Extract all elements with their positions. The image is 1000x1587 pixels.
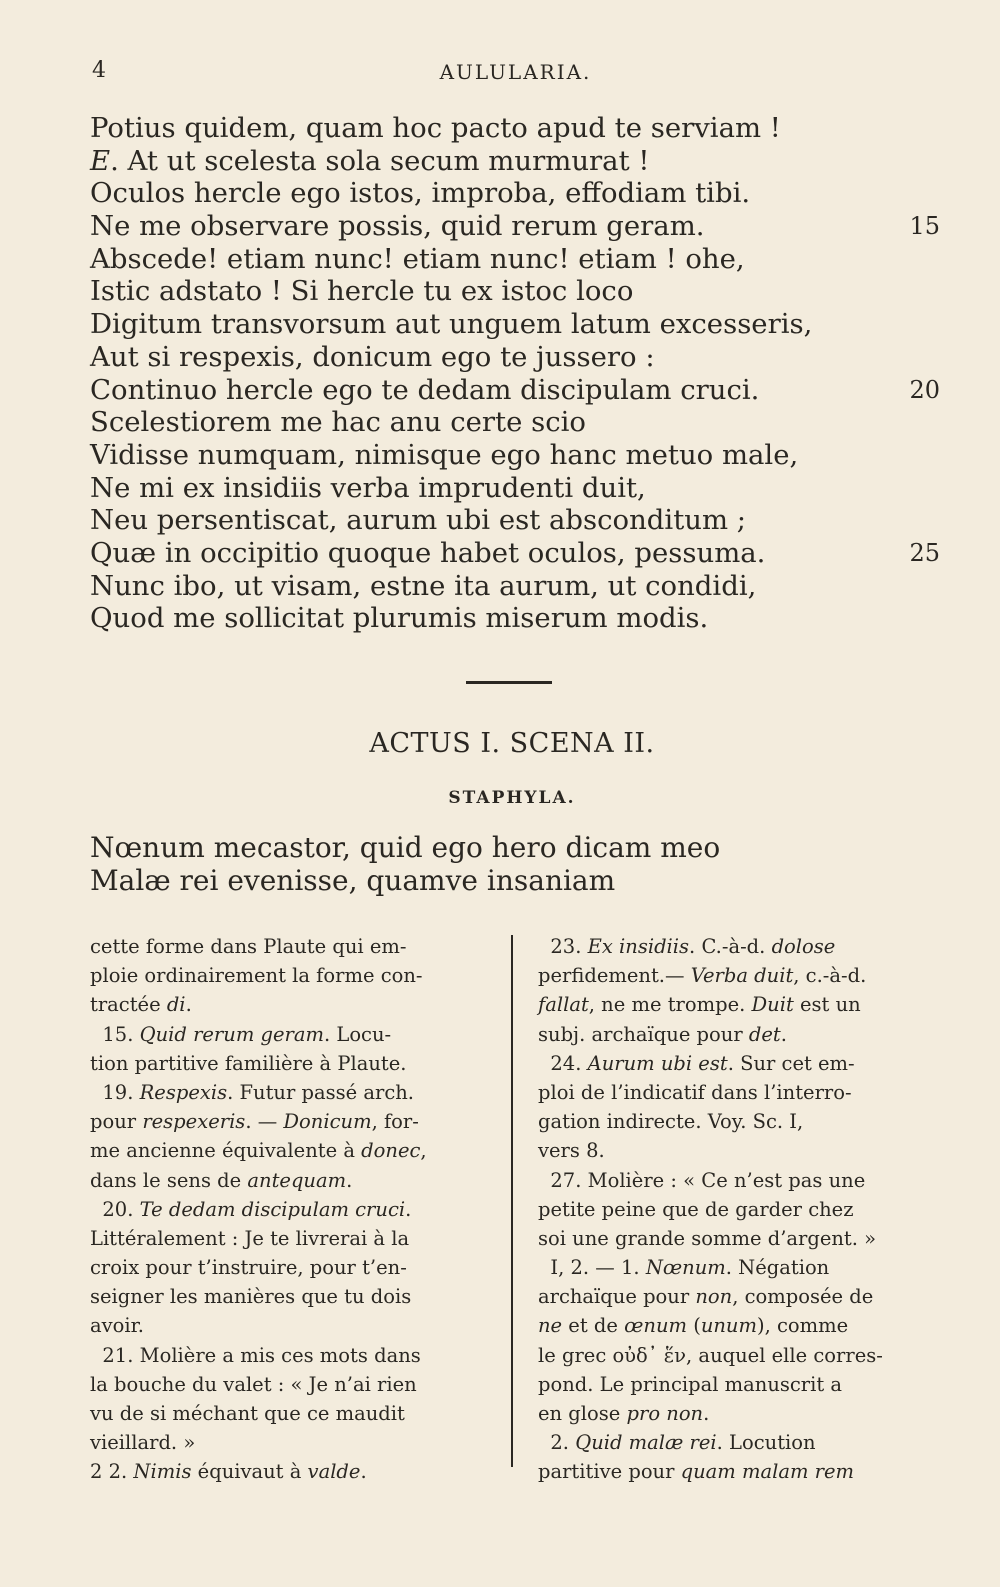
act-scene-title: ACTUS I. SCENA II.: [369, 728, 655, 759]
verse-line: [90, 243, 940, 276]
verse-text: Vidisse numquam, nimisque ego hanc metuo male,: [90, 438, 799, 471]
running-title: AULULARIA.: [439, 60, 592, 84]
footnote-line: partitive pour quam malam rem: [538, 1460, 855, 1484]
footnote-line: tion partitive familière à Plaute.: [90, 1051, 407, 1075]
footnote-line: pond. Le principal manuscrit a: [538, 1372, 843, 1396]
footnote-line: 20. Te dedam discipulam cruci.: [90, 1197, 412, 1221]
verse-line: [90, 145, 940, 178]
verse-line: [90, 112, 940, 145]
verse-block: [90, 112, 940, 635]
footnote-line: archaïque pour non, composée de: [538, 1285, 874, 1309]
line-number: 25: [909, 538, 940, 567]
footnote-line: 27. Molière : « Ce n’est pas une: [538, 1168, 866, 1192]
footnote-line: seigner les manières que tu dois: [90, 1285, 412, 1309]
footnote-line: petite peine que de garder chez: [538, 1197, 854, 1221]
footnote-line: 21. Molière a mis ces mots dans: [90, 1343, 421, 1367]
footnote-line: soi une grande somme d’argent. »: [538, 1226, 877, 1250]
verse-text: Istic adstato ! Si hercle tu ex istoc loco: [90, 275, 634, 308]
footnotes-right-column: [538, 932, 938, 1487]
verse-line: [90, 406, 940, 439]
verse-text: Digitum transvorsum aut unguem latum excesseris,: [90, 308, 813, 341]
footnote-line: subj. archaïque pour det.: [538, 1022, 787, 1046]
line-number: 15: [909, 212, 940, 241]
footnote-line: pour respexeris. — Donicum, for-: [90, 1110, 419, 1134]
verse-text: Neu persentiscat, aurum ubi est absconditum ;: [90, 504, 747, 537]
verse-line: [90, 602, 940, 635]
footnote-line: croix pour t’instruire, pour t’en-: [90, 1256, 407, 1280]
footnote-line: 23. Ex insidiis. C.-à-d. dolose: [538, 935, 836, 958]
verse-line: [90, 537, 940, 570]
verse-text: Quæ in occipitio quoque habet oculos, pessuma.: [90, 536, 766, 569]
verse-line: [90, 504, 940, 537]
verse-line: [90, 439, 940, 472]
verse-line: [90, 275, 940, 308]
scene-verse-line: Malæ rei evenisse, quamve insaniam: [90, 864, 616, 897]
verse-text: Aut si respexis, donicum ego te jussero :: [90, 340, 655, 373]
footnote-line: gation indirecte. Voy. Sc. I,: [538, 1110, 804, 1134]
footnote-line: 19. Respexis. Futur passé arch.: [90, 1080, 414, 1104]
scene-verse-line: Nœnum mecastor, quid ego hero dicam meo: [90, 831, 721, 864]
verse-text: Oculos hercle ego istos, improba, effodiam tibi.: [90, 177, 751, 210]
scene-verse-block: [90, 831, 940, 897]
verse-text: Nunc ibo, ut visam, estne ita aurum, ut condidi,: [90, 569, 757, 602]
footnote-line: 15. Quid rerum geram. Locu-: [90, 1022, 392, 1046]
footnotes-left-column: [90, 932, 490, 1487]
footnote-line: le grec οὐδ᾽ ἕν, auquel elle corres-: [538, 1343, 883, 1367]
footnote-line: fallat, ne me trompe. Duit est un: [538, 993, 861, 1017]
verse-text: Ne mi ex insidiis verba imprudenti duit,: [90, 471, 646, 504]
footnote-line: 2 2. Nimis équivaut à valde.: [90, 1460, 367, 1484]
footnote-line: en glose pro non.: [538, 1402, 710, 1425]
verse-line: [90, 308, 940, 341]
footnote-line: 24. Aurum ubi est. Sur cet em-: [538, 1051, 855, 1075]
footnote-line: ploi de l’indicatif dans l’interro-: [538, 1080, 852, 1104]
footnote-line: 2. Quid malæ rei. Locution: [538, 1431, 816, 1455]
footnote-line: perfidement.— Verba duit, c.-à-d.: [538, 964, 867, 988]
column-divider: [511, 935, 513, 1467]
verse-text: Ne me observare possis, quid rerum geram.: [90, 210, 705, 243]
verse-text: E. At ut scelesta sola secum murmurat !: [90, 144, 650, 177]
verse-text: Potius quidem, quam hoc pacto apud te serviam !: [90, 112, 781, 144]
verse-text: Abscede! etiam nunc! etiam nunc! etiam ! ohe,: [90, 242, 745, 275]
footnote-line: cette forme dans Plaute qui em-: [90, 935, 407, 958]
verse-line: [90, 374, 940, 407]
footnote-line: tractée di.: [90, 993, 192, 1017]
footnote-line: me ancienne équivalente à donec,: [90, 1139, 427, 1163]
footnote-line: la bouche du valet : « Je n’ai rien: [90, 1372, 417, 1396]
footnote-line: avoir.: [90, 1314, 144, 1338]
footnote-line: ne et de œnum (unum), comme: [538, 1314, 849, 1338]
page-number: 4: [92, 58, 106, 83]
footnote-line: Littéralement : Je te livrerai à la: [90, 1226, 410, 1250]
section-rule: [466, 681, 552, 684]
footnote-line: vers 8.: [538, 1139, 605, 1163]
footnote-line: dans le sens de antequam.: [90, 1168, 353, 1192]
verse-text: Continuo hercle ego te dedam discipulam cruci.: [90, 373, 760, 406]
verse-line: [90, 570, 940, 603]
verse-text: Scelestiorem me hac anu certe scio: [90, 406, 586, 439]
page-header: [88, 58, 943, 88]
footnote-line: ploie ordinairement la forme con-: [90, 964, 423, 988]
verse-line: [90, 341, 940, 374]
line-number: 20: [909, 375, 940, 404]
verse-line: [90, 472, 940, 505]
character-name: STAPHYLA.: [448, 788, 576, 808]
verse-line: [90, 210, 940, 243]
verse-text: Quod me sollicitat plurumis miserum modis.: [90, 602, 709, 635]
footnote-line: vieillard. »: [90, 1431, 196, 1455]
footnote-line: I, 2. — 1. Nœnum. Négation: [538, 1256, 830, 1280]
verse-line: [90, 177, 940, 210]
footnote-line: vu de si méchant que ce maudit: [90, 1402, 405, 1425]
